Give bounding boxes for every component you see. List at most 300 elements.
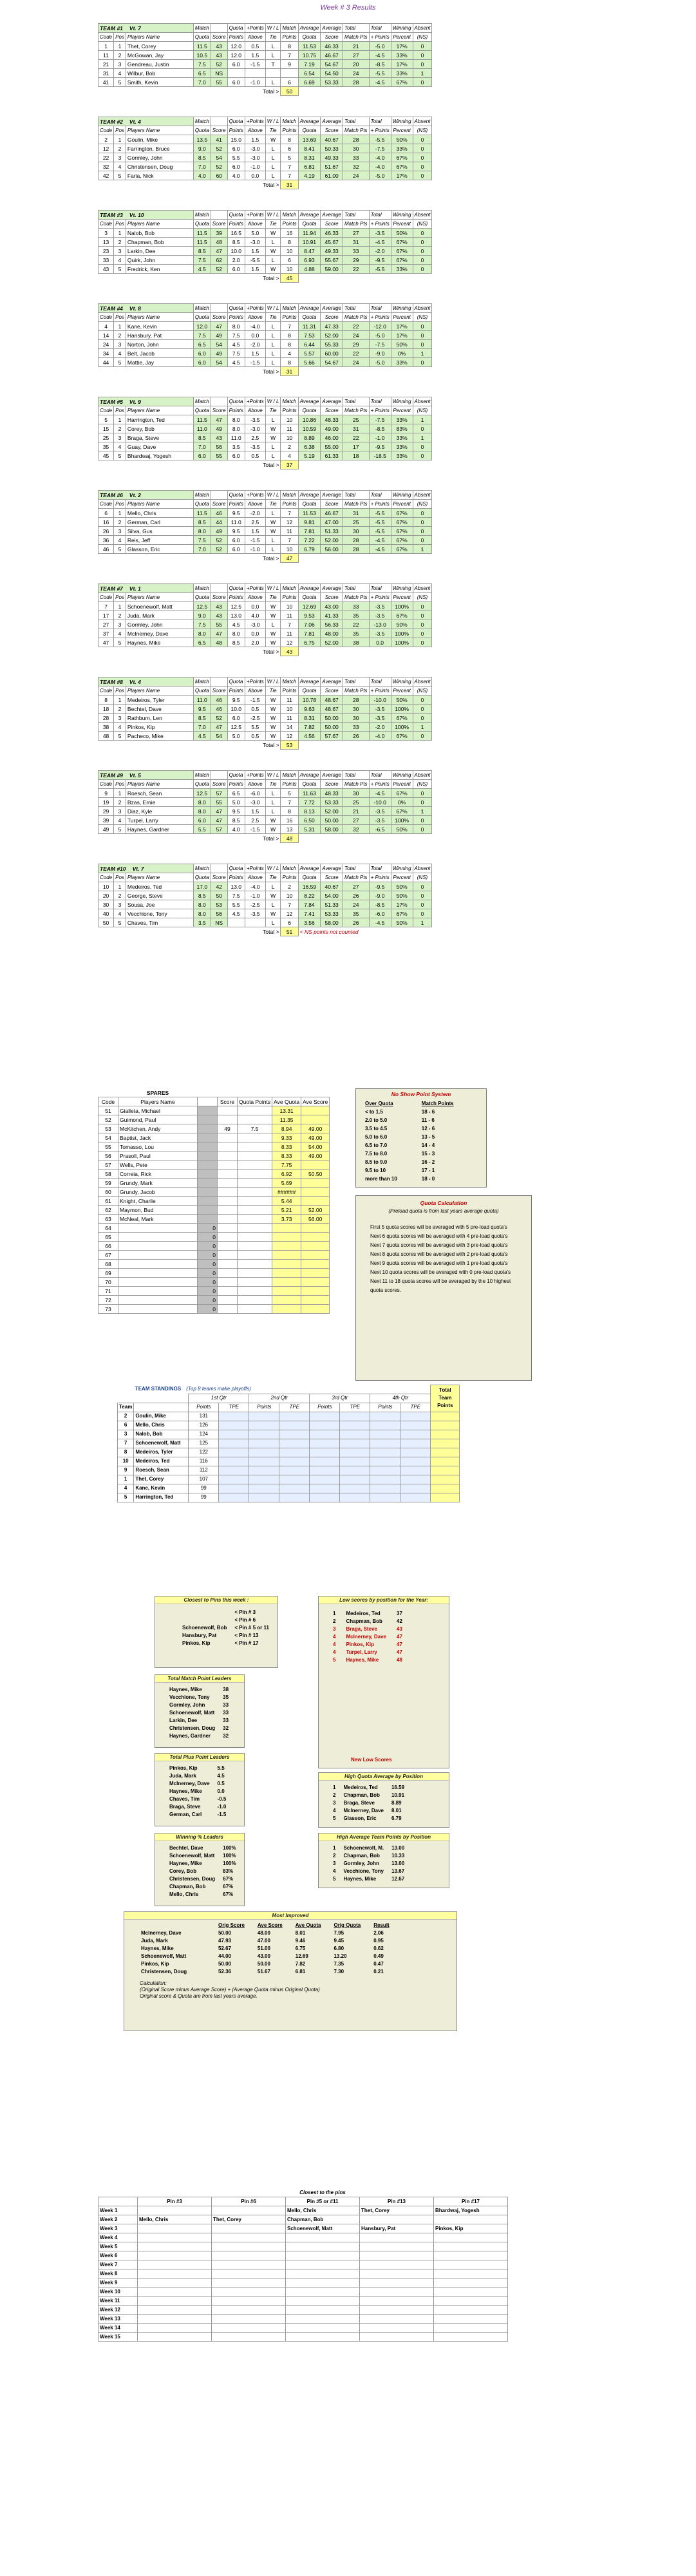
- column-header: Total: [369, 117, 391, 126]
- player-name: Chapman, Bob: [343, 1792, 380, 1798]
- cell: 8.5: [193, 247, 211, 256]
- column-header: Average: [321, 24, 343, 33]
- leader-row: [332, 1814, 411, 1822]
- cell: 5.19: [298, 451, 321, 460]
- total-label: Total >: [263, 928, 279, 935]
- pin-winner: [138, 2333, 212, 2342]
- leader-row: [168, 1685, 235, 1693]
- cell: 7: [281, 536, 298, 545]
- player-row: [99, 153, 432, 162]
- cell: [218, 1278, 238, 1287]
- cell: [198, 1179, 218, 1188]
- column-header: Players Name: [126, 313, 193, 322]
- no-show-row: [364, 1150, 455, 1158]
- cell: 33: [99, 256, 114, 265]
- value: -1.0: [217, 1803, 227, 1810]
- column-header: + Points: [369, 33, 391, 42]
- pin-winner: [286, 2324, 360, 2333]
- column-header: Total: [343, 397, 369, 406]
- pins-grid-header: Pin #13: [360, 2197, 434, 2206]
- cell: 6: [281, 918, 298, 927]
- column-header: [211, 771, 227, 780]
- cell: 56.33: [321, 620, 343, 629]
- position: 5: [333, 1656, 336, 1663]
- cell: Vecchione, Tony: [126, 909, 193, 918]
- column-header: Score: [211, 313, 227, 322]
- cell: 5.31: [298, 825, 321, 834]
- cell: 67%: [391, 256, 413, 265]
- column-header: Tie: [265, 220, 281, 229]
- team-standings-table: [117, 1385, 460, 1502]
- column-header: +Points: [245, 211, 265, 220]
- column-header: Average: [298, 24, 321, 33]
- cell: 0: [413, 705, 432, 714]
- cell: 1: [114, 602, 126, 611]
- player-row: [99, 60, 432, 69]
- cell: 10: [281, 891, 298, 900]
- cell: [227, 918, 245, 927]
- cell: 54: [211, 358, 227, 367]
- position: 4: [333, 1633, 336, 1640]
- team-number: #5: [117, 398, 123, 405]
- cell: -4.5: [369, 78, 391, 87]
- cell: 29: [343, 256, 369, 265]
- cell: 49.00: [321, 424, 343, 433]
- cell: 34: [99, 349, 114, 358]
- cell: 39: [99, 816, 114, 825]
- cell: 30: [99, 900, 114, 909]
- cell: 8.5: [193, 891, 211, 900]
- column-header: Average: [321, 397, 343, 406]
- cell: 1: [413, 918, 432, 927]
- cell: 50.00: [218, 1960, 232, 1967]
- pins-grid-header: Pin #5 or #11: [286, 2197, 360, 2206]
- team-total: 53: [281, 741, 298, 750]
- pins-grid-header: Pin #3: [138, 2197, 212, 2206]
- week-label: Week 1: [99, 2206, 138, 2215]
- pin-winner: [286, 2260, 360, 2269]
- cell: 18: [343, 451, 369, 460]
- cell: 53: [99, 1124, 118, 1133]
- cell: 7: [281, 798, 298, 807]
- cell: 7.19: [298, 60, 321, 69]
- cell: 2: [114, 331, 126, 340]
- cell: 13.20: [334, 1953, 347, 1959]
- column-header: [211, 491, 227, 500]
- cell: 8.33: [272, 1151, 301, 1160]
- column-header: Winning: [391, 117, 413, 126]
- pin-winner: Mello, Chris: [286, 2206, 360, 2215]
- cell: 9.5: [227, 527, 245, 536]
- column-header: Percent: [391, 500, 413, 509]
- position: 4: [333, 1807, 336, 1814]
- cell: [238, 1269, 272, 1278]
- cell: -10.0: [369, 696, 391, 705]
- cell: -1.0: [245, 545, 265, 554]
- cell: [198, 1106, 218, 1115]
- pin-winner: [212, 2287, 286, 2297]
- value: 33: [223, 1717, 229, 1723]
- column-header: Points: [227, 780, 245, 789]
- column-header: Total: [369, 771, 391, 780]
- cell: 100%: [391, 816, 413, 825]
- pin-winner: [286, 2297, 360, 2306]
- cell: 0: [198, 1251, 218, 1260]
- spares-header: Quota Points: [238, 1097, 272, 1106]
- cell: 11.31: [298, 322, 321, 331]
- week-row: [99, 2206, 508, 2215]
- cell: Knight, Charlie: [118, 1197, 198, 1206]
- column-header: W / L: [265, 304, 281, 313]
- cell: 56.00: [301, 1215, 330, 1224]
- team-note: [298, 741, 432, 750]
- cell: [118, 1287, 198, 1296]
- column-header: [211, 117, 227, 126]
- player-row: [99, 918, 432, 927]
- cell: 17%: [391, 60, 413, 69]
- quota-calc-subtitle: (Preload quota is from last years average quota): [388, 1208, 499, 1214]
- value: 8.89: [391, 1799, 402, 1806]
- cell: 46.67: [321, 51, 343, 60]
- captain-name: Nalob, Bob: [134, 1430, 189, 1439]
- cell: 8.0: [227, 424, 245, 433]
- spare-row: [99, 1251, 330, 1260]
- low-score-row: [332, 1609, 411, 1617]
- column-header: Total: [369, 491, 391, 500]
- cell: -9.0: [369, 349, 391, 358]
- team-code: 4: [118, 1484, 134, 1493]
- cell: 6.75: [295, 1945, 306, 1951]
- cell: 17.0: [193, 882, 211, 891]
- cell: 47: [211, 807, 227, 816]
- cell: 67%: [391, 527, 413, 536]
- cell: -5.5: [369, 509, 391, 518]
- position: 3: [333, 1860, 336, 1866]
- cell: 5: [99, 415, 114, 424]
- column-header: Total: [343, 304, 369, 313]
- cell: 0.5: [245, 705, 265, 714]
- column-header: Average: [298, 584, 321, 593]
- cell: 8: [281, 135, 298, 144]
- value: 5.5: [217, 1765, 225, 1771]
- pin-winner: [286, 2278, 360, 2287]
- position: 1: [333, 1610, 336, 1616]
- player-row: [99, 638, 432, 647]
- cell: 43: [211, 602, 227, 611]
- quota-calc-line: Next 10 quota scores will be averaged with 0 pre-load quota's: [370, 1269, 511, 1275]
- pin-winner: [286, 2233, 360, 2242]
- cell: 6.0: [227, 545, 245, 554]
- total-label: Total >: [263, 461, 279, 468]
- cell: George, Steve: [126, 891, 193, 900]
- cell: 8.13: [298, 807, 321, 816]
- cell: -5.5: [369, 265, 391, 274]
- pin-winner: [212, 2206, 286, 2215]
- cell: W: [265, 891, 281, 900]
- pin-winner: [360, 2215, 434, 2224]
- column-header: Quota: [193, 33, 211, 42]
- cell: [301, 1278, 330, 1287]
- cell: 23: [99, 247, 114, 256]
- cell: 51.67: [257, 1968, 270, 1975]
- cell: 67%: [391, 611, 413, 620]
- column-header: Match Pts: [343, 33, 369, 42]
- cell: 30: [343, 705, 369, 714]
- cell: 0: [413, 629, 432, 638]
- no-show-row: [364, 1116, 455, 1124]
- team-number: #9: [117, 772, 123, 779]
- column-header: Total: [343, 584, 369, 593]
- cell: Roesch, Sean: [126, 789, 193, 798]
- column-header: Points: [281, 873, 298, 882]
- cell: 47.00: [257, 1937, 270, 1944]
- cell: 26: [343, 918, 369, 927]
- column-header: [211, 397, 227, 406]
- cell: 4.56: [298, 732, 321, 741]
- cell: 7: [281, 620, 298, 629]
- cell: 7.0: [193, 78, 211, 87]
- column-header: Points: [227, 126, 245, 135]
- column-header: Players Name: [126, 220, 193, 229]
- cell: 0: [413, 714, 432, 723]
- cell: 28: [343, 135, 369, 144]
- column-header: Points: [281, 33, 298, 42]
- column-header: Absent: [413, 24, 432, 33]
- cell: 50.00: [321, 714, 343, 723]
- cell: 11.0: [227, 518, 245, 527]
- column-header: Tie: [265, 313, 281, 322]
- spare-row: [99, 1287, 330, 1296]
- cell: Belt, Jacob: [126, 349, 193, 358]
- cell: 0: [198, 1287, 218, 1296]
- cell: 53.33: [321, 909, 343, 918]
- team-night: Vt. 10: [129, 211, 144, 218]
- cell: 55: [211, 451, 227, 460]
- total-label: Total >: [263, 648, 279, 655]
- cell: [118, 1269, 198, 1278]
- cell: 41: [211, 135, 227, 144]
- team-number: #10: [117, 865, 126, 872]
- improved-header: Result: [373, 1922, 390, 1928]
- column-header: Total: [369, 864, 391, 873]
- cell: Turpel, Larry: [126, 816, 193, 825]
- week-row: [99, 2287, 508, 2297]
- cell: 10: [281, 265, 298, 274]
- leader-row: [168, 1890, 243, 1898]
- player-row: [99, 415, 432, 424]
- column-header: +Points: [245, 584, 265, 593]
- cell: 49: [211, 527, 227, 536]
- cell: [281, 69, 298, 78]
- player-name: Haynes, Mike: [343, 1875, 377, 1882]
- cell: 0.5: [245, 42, 265, 51]
- cell: 10.86: [298, 415, 321, 424]
- cell: -3.5: [369, 816, 391, 825]
- player-name: Schoenewolf, Matt: [169, 1709, 215, 1716]
- cell: 46.33: [321, 42, 343, 51]
- cell: 50%: [391, 825, 413, 834]
- cell: Schoenewolf, Matt: [126, 602, 193, 611]
- player-name: Pinkos, Kip: [346, 1641, 375, 1647]
- position: 3: [333, 1799, 336, 1806]
- week-label: Week 12: [99, 2306, 138, 2315]
- score: 42: [397, 1618, 402, 1624]
- team-code: 3: [118, 1430, 134, 1439]
- cell: 30: [343, 527, 369, 536]
- column-header: Score: [211, 126, 227, 135]
- cell: [272, 1269, 301, 1278]
- cell: 33%: [391, 451, 413, 460]
- cell: 33%: [391, 415, 413, 424]
- team-header: [99, 397, 194, 406]
- cell: 7.81: [298, 629, 321, 638]
- cell: 18: [99, 705, 114, 714]
- team-night: Vt. 8: [129, 305, 141, 312]
- cell: 52: [211, 162, 227, 171]
- cell: [301, 1305, 330, 1314]
- column-header: Points: [227, 500, 245, 509]
- cell: 22: [99, 153, 114, 162]
- cell: 44: [99, 358, 114, 367]
- cell: 51.00: [257, 1945, 270, 1951]
- cell: L: [265, 789, 281, 798]
- cell: 0: [413, 340, 432, 349]
- cell: 2.0: [227, 256, 245, 265]
- cell: L: [265, 162, 281, 171]
- pin-winner: [434, 2233, 508, 2242]
- over-quota: 5.0 to 6.0: [365, 1133, 388, 1140]
- column-header: Match: [281, 584, 298, 593]
- over-quota: 6.5 to 7.0: [365, 1142, 388, 1148]
- cell: 0.0: [245, 171, 265, 180]
- player-name: Hansbury, Pat: [182, 1632, 217, 1638]
- cell: 67%: [391, 732, 413, 741]
- cell: 7.53: [298, 331, 321, 340]
- cell: 2: [114, 424, 126, 433]
- column-header: Score: [321, 687, 343, 696]
- cell: 2: [114, 51, 126, 60]
- cell: 2.5: [245, 433, 265, 442]
- cell: 11: [281, 611, 298, 620]
- cell: 30: [343, 144, 369, 153]
- cell: W: [265, 433, 281, 442]
- column-header: Points: [227, 33, 245, 42]
- cell: 1.5: [245, 527, 265, 536]
- team-label: TEAM: [100, 491, 117, 498]
- cell: 24: [343, 69, 369, 78]
- cell: 7.5: [227, 331, 245, 340]
- cell: 48.00: [321, 629, 343, 638]
- cell: 0: [413, 229, 432, 238]
- column-header: Winning: [391, 304, 413, 313]
- cell: 49.33: [321, 247, 343, 256]
- spare-row: [99, 1215, 330, 1224]
- column-header: Total: [369, 584, 391, 593]
- column-header: Quota: [193, 406, 211, 415]
- cell: 5: [281, 789, 298, 798]
- pin-winner: [360, 2315, 434, 2324]
- leader-row: [168, 1716, 235, 1724]
- cell: 5: [114, 358, 126, 367]
- cell: 2: [99, 135, 114, 144]
- cell: Thet, Corey: [126, 42, 193, 51]
- leader-row: [332, 1783, 411, 1791]
- match-points: 18 - 0: [421, 1175, 435, 1182]
- player-name: Haynes, Mike: [346, 1656, 379, 1663]
- cell: 0: [198, 1296, 218, 1305]
- pin-winner: [138, 2260, 212, 2269]
- cell: 11.63: [298, 789, 321, 798]
- improved-header: Orig Score: [218, 1922, 245, 1928]
- player-row: [99, 265, 432, 274]
- cell: 17: [99, 611, 114, 620]
- cell: 0.0: [245, 629, 265, 638]
- cell: L: [265, 153, 281, 162]
- cell: 46: [99, 545, 114, 554]
- column-header: Average: [321, 584, 343, 593]
- team-col-header: Team: [118, 1403, 134, 1412]
- cell: [238, 1151, 272, 1160]
- pin-winner: [212, 2251, 286, 2260]
- cell: 8: [281, 331, 298, 340]
- value: 0.0: [217, 1788, 225, 1794]
- cell: Guay, Dave: [126, 442, 193, 451]
- column-header: Absent: [413, 677, 432, 687]
- column-header: Percent: [391, 593, 413, 602]
- high-quota-title: High Quota Average by Position: [319, 1773, 449, 1781]
- cell: L: [265, 415, 281, 424]
- cell: -18.5: [369, 451, 391, 460]
- pin-winner: [434, 2215, 508, 2224]
- quota-calc-line: Next 8 quota scores will be averaged with 2 pre-load quota's: [370, 1251, 508, 1257]
- cell: 29: [343, 340, 369, 349]
- cell: 0: [413, 816, 432, 825]
- cell: 46: [211, 696, 227, 705]
- cell: 25: [343, 798, 369, 807]
- column-header: Match Pts: [343, 406, 369, 415]
- leader-row: [168, 1803, 232, 1810]
- cell: 7.95: [334, 1929, 344, 1936]
- quarter-header: 1st Qtr: [189, 1394, 249, 1403]
- cell: 8.0: [193, 900, 211, 909]
- cell: 0: [413, 162, 432, 171]
- value: 10.91: [391, 1792, 405, 1798]
- high-team-title: High Average Team Points by Position: [319, 1833, 449, 1841]
- cell: Kane, Kevin: [126, 322, 193, 331]
- column-header: Winning: [391, 491, 413, 500]
- cell: 13: [281, 825, 298, 834]
- cell: [118, 1242, 198, 1251]
- cell: 39: [211, 229, 227, 238]
- pin-winner: Thet, Corey: [212, 2215, 286, 2224]
- leader-row: [168, 1852, 243, 1859]
- cell: -8.5: [369, 900, 391, 909]
- winning-leaders-title: Winning % Leaders: [155, 1833, 244, 1841]
- column-header: Quota: [193, 126, 211, 135]
- team-total: 51: [281, 927, 298, 936]
- cell: [238, 1106, 272, 1115]
- column-header: Score: [321, 500, 343, 509]
- cell: 7.81: [298, 527, 321, 536]
- column-header: (NS): [413, 33, 432, 42]
- player-name: Turpel, Larry: [346, 1649, 377, 1655]
- cell: Tomasso, Lou: [118, 1142, 198, 1151]
- cell: 43.00: [321, 602, 343, 611]
- cell: Bzas, Ernie: [126, 798, 193, 807]
- column-header: Match: [193, 771, 211, 780]
- player-row: [99, 509, 432, 518]
- cell: 49.33: [321, 153, 343, 162]
